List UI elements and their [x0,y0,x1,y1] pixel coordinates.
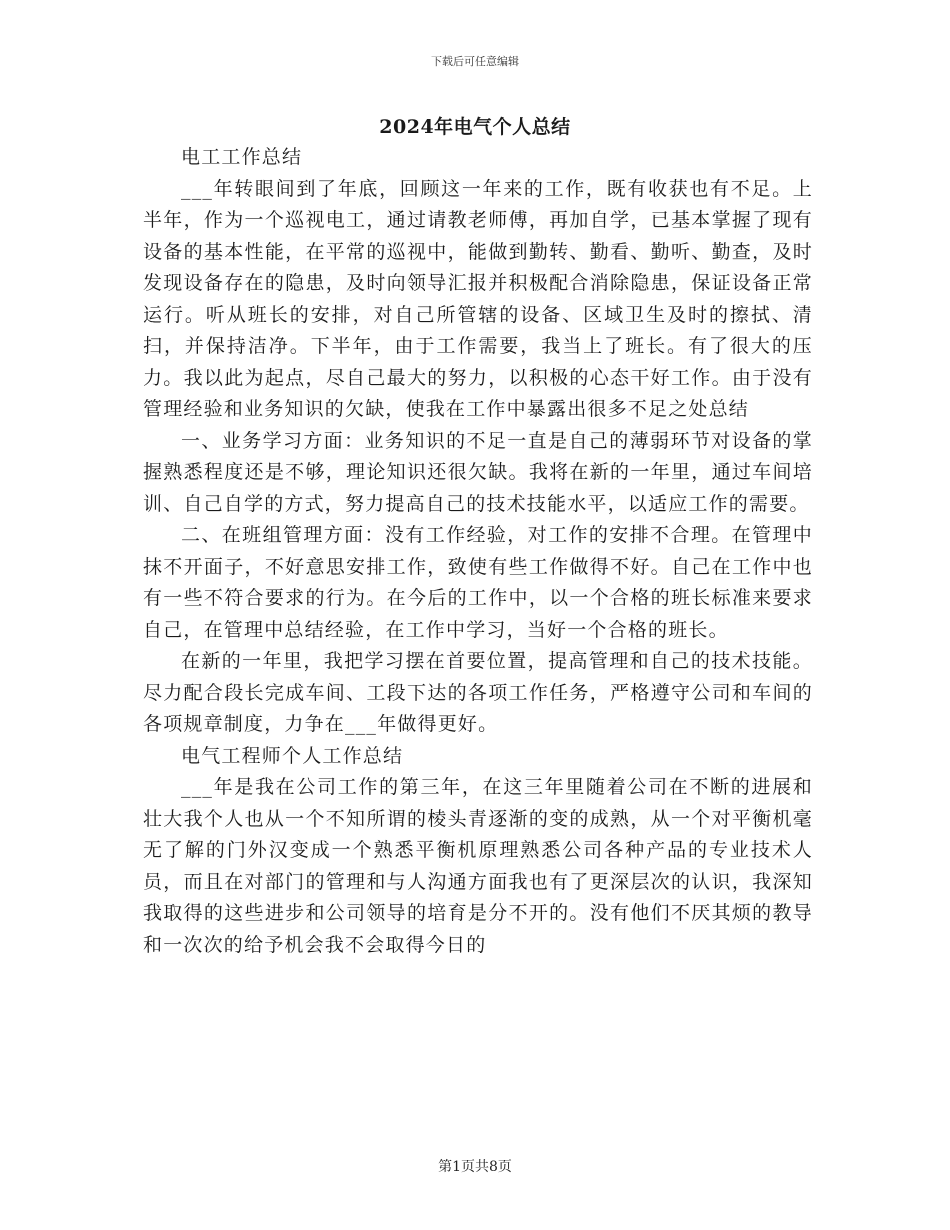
page-header-note: 下载后可任意编辑 [431,55,519,68]
body-paragraph: 在新的一年里，我把学习摆在首要位置，提高管理和自己的技术技能。尽力配合段长完成车间、工段下达的各项工作任务，严格遵守公司和车间的各项规章制度，力争在___年做得更好。 [143,650,813,735]
section-heading-engineer-summary: 电气工程师个人工作总结 [181,744,404,767]
body-paragraph: ___年是我在公司工作的第三年，在这三年里随着公司在不断的进展和壮大我个人也从一个不知所谓的棱头青逐渐的变的成熟，从一个对平衡机毫无了解的门外汉变成一个熟悉平衡机原理熟悉公司各种产品的专业技术人员，而且在对部门的管理和与人沟通方面我也有了更深层次的认识，我深知我取得的这些进步和公司领导的培育是分不开的。没有他们不厌其烦的教导和一次次的给予机会我不会取得今日的 [143,776,813,956]
document-body [143,142,813,961]
document-title: 2024年电气个人总结 [379,116,571,138]
page-number: 第1页共8页 [438,1159,512,1175]
body-paragraph: 一、业务学习方面：业务知识的不足一直是自己的薄弱环节对设备的掌握熟悉程度还是不够，理论知识还很欠缺。我将在新的一年里，通过车间培训、自己自学的方式，努力提高自己的技术技能水平，以适应工作的需要。 [143,429,813,515]
section-heading-electrician-summary: 电工工作总结 [181,146,303,168]
body-paragraph: ___年转眼间到了年底，回顾这一年来的工作，既有收获也有不足。上半年，作为一个巡视电工，通过请教老师傅，再加自学，已基本掌握了现有设备的基本性能，在平常的巡视中，能做到勤转、勤看、勤听、勤查，及时发现设备存在的隐患，及时向领导汇报并积极配合消除隐患，保证设备正常运行。听从班长的安排，对自己所管辖的设备、区域卫生及时的擦拭、清扫，并保持洁净。下半年，由于工作需要，我当上了班长。有了很大的压力。我以此为起点，尽自己最大的努力，以积极的心态干好工作。由于没有管理经验和业务知识的欠缺，使我在工作中暴露出很多不足之处总结 [143,177,813,420]
body-paragraph: 二、在班组管理方面：没有工作经验，对工作的安排不合理。在管理中抹不开面子，不好意思安排工作，致使有些工作做得不好。自己在工作中也有一些不符合要求的行为。在今后的工作中，以一个合格的班长标准来要求自己，在管理中总结经验，在工作中学习，当好一个合格的班长。 [143,524,813,641]
